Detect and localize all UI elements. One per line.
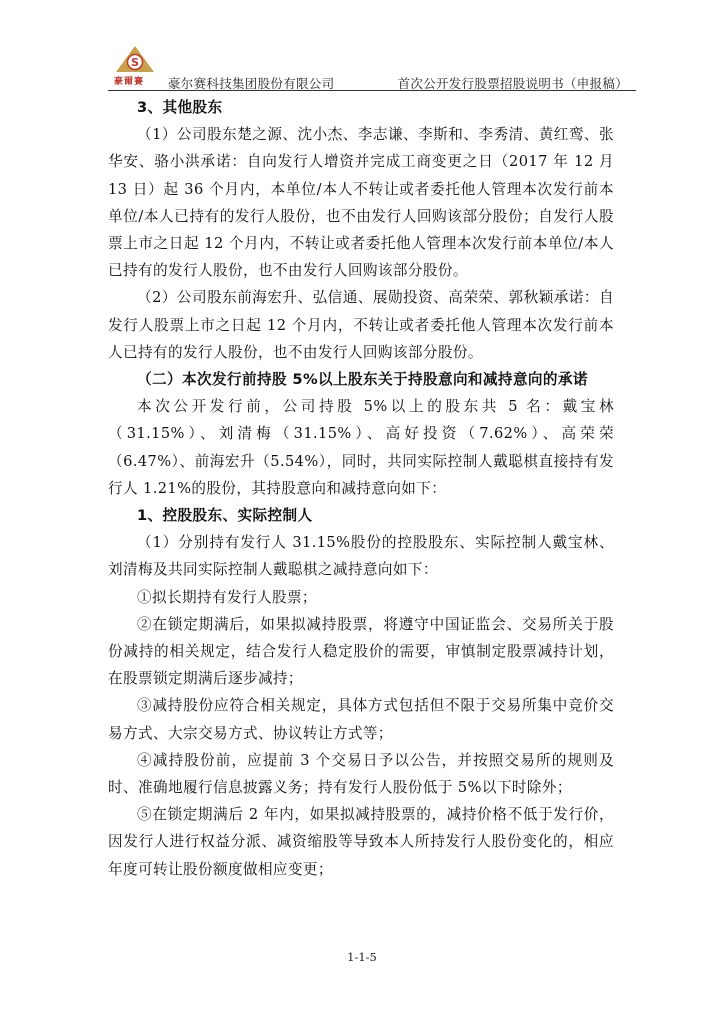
section-heading-controlling-shareholder: 1、控股股东、实际控制人 xyxy=(137,507,313,525)
list-item: ④减持股份前，应提前 3 个交易日予以公告，并按照交易所的规则及时、准确地履行信息披露义务；持有发行人股份低于 5%以下时除外； xyxy=(108,751,614,797)
section-heading-other-shareholders: 3、其他股东 xyxy=(137,99,223,116)
section-heading-holding-intent: （二）本次发行前持股 5%以上股东关于持股意向和减持意向的承诺 xyxy=(137,371,588,389)
list-item: ③减持股份应符合相关规定，具体方式包括但不限于交易所集中竞价交易方式、大宗交易方式、协议转让方式等； xyxy=(108,697,614,742)
logo-text: 豪爾賽 xyxy=(114,77,145,87)
list-item: ②在锁定期满后，如果拟减持股票，将遵守中国证监会、交易所关于股份减持的相关规定，结合发行人稳定股价的需要，审慎制定股票减持计划，在股票锁定期满后逐步减持； xyxy=(108,615,614,688)
company-name: 豪尔赛科技集团股份有限公司 xyxy=(168,76,335,91)
page-header xyxy=(108,44,636,92)
paragraph: （1）公司股东楚之源、沈小杰、李志谦、李斯和、李秀清、黄红鸾、张华安、骆小洪承诺：自向发行人增资并完成工商变更之日（2017 年 12 月 13 日）起 36 个月内，本单位/本人不转让或者委托他人管理本次发行前本单位/本人已持有的发行人股份，也不由发行人回购该部分股份；自发行人股票上市之日起 12 个月内，不转让或者委托他人管理本次发行前本单位/本人已持有的发行人股份，也不由发行人回购该部分股份。 xyxy=(108,126,614,280)
paragraph: 本次公开发行前，公司持股 5%以上的股东共 5 名：戴宝林（31.15%）、刘清梅（31.15%）、高好投资（7.62%）、高荣荣（6.47%）、前海宏升（5.54%），同时，共同实际控制人戴聪棋直接持有发行人 1.21%的股份，其持股意向和减持意向如下： xyxy=(108,398,614,497)
list-item: ①拟长期持有发行人股票； xyxy=(137,588,317,606)
logo-s-glyph: S xyxy=(131,56,139,69)
document-title: 首次公开发行股票招股说明书（申报稿） xyxy=(397,76,628,91)
paragraph: （1）分别持有发行人 31.15%股份的控股股东、实际控制人戴宝林、刘清梅及共同实际控制人戴聪棋之减持意向如下： xyxy=(108,534,614,579)
page-number: 1-1-5 xyxy=(347,950,377,964)
paragraph: （2）公司股东前海宏升、弘信通、展勋投资、高荣荣、郭秋颖承诺：自发行人股票上市之日起 12 个月内，不转让或者委托他人管理本次发行前本人已持有的发行人股份，也不由发行人回购该部分股份。 xyxy=(108,289,614,361)
header-divider xyxy=(108,90,636,91)
list-item: ⑤在锁定期满后 2 年内，如果拟减持股票的，减持价格不低于发行价，因发行人进行权益分派、减资缩股等导致本人所持发行人股份变化的，相应年度可转让股份额度做相应变更； xyxy=(108,806,614,878)
page-body xyxy=(108,94,614,883)
